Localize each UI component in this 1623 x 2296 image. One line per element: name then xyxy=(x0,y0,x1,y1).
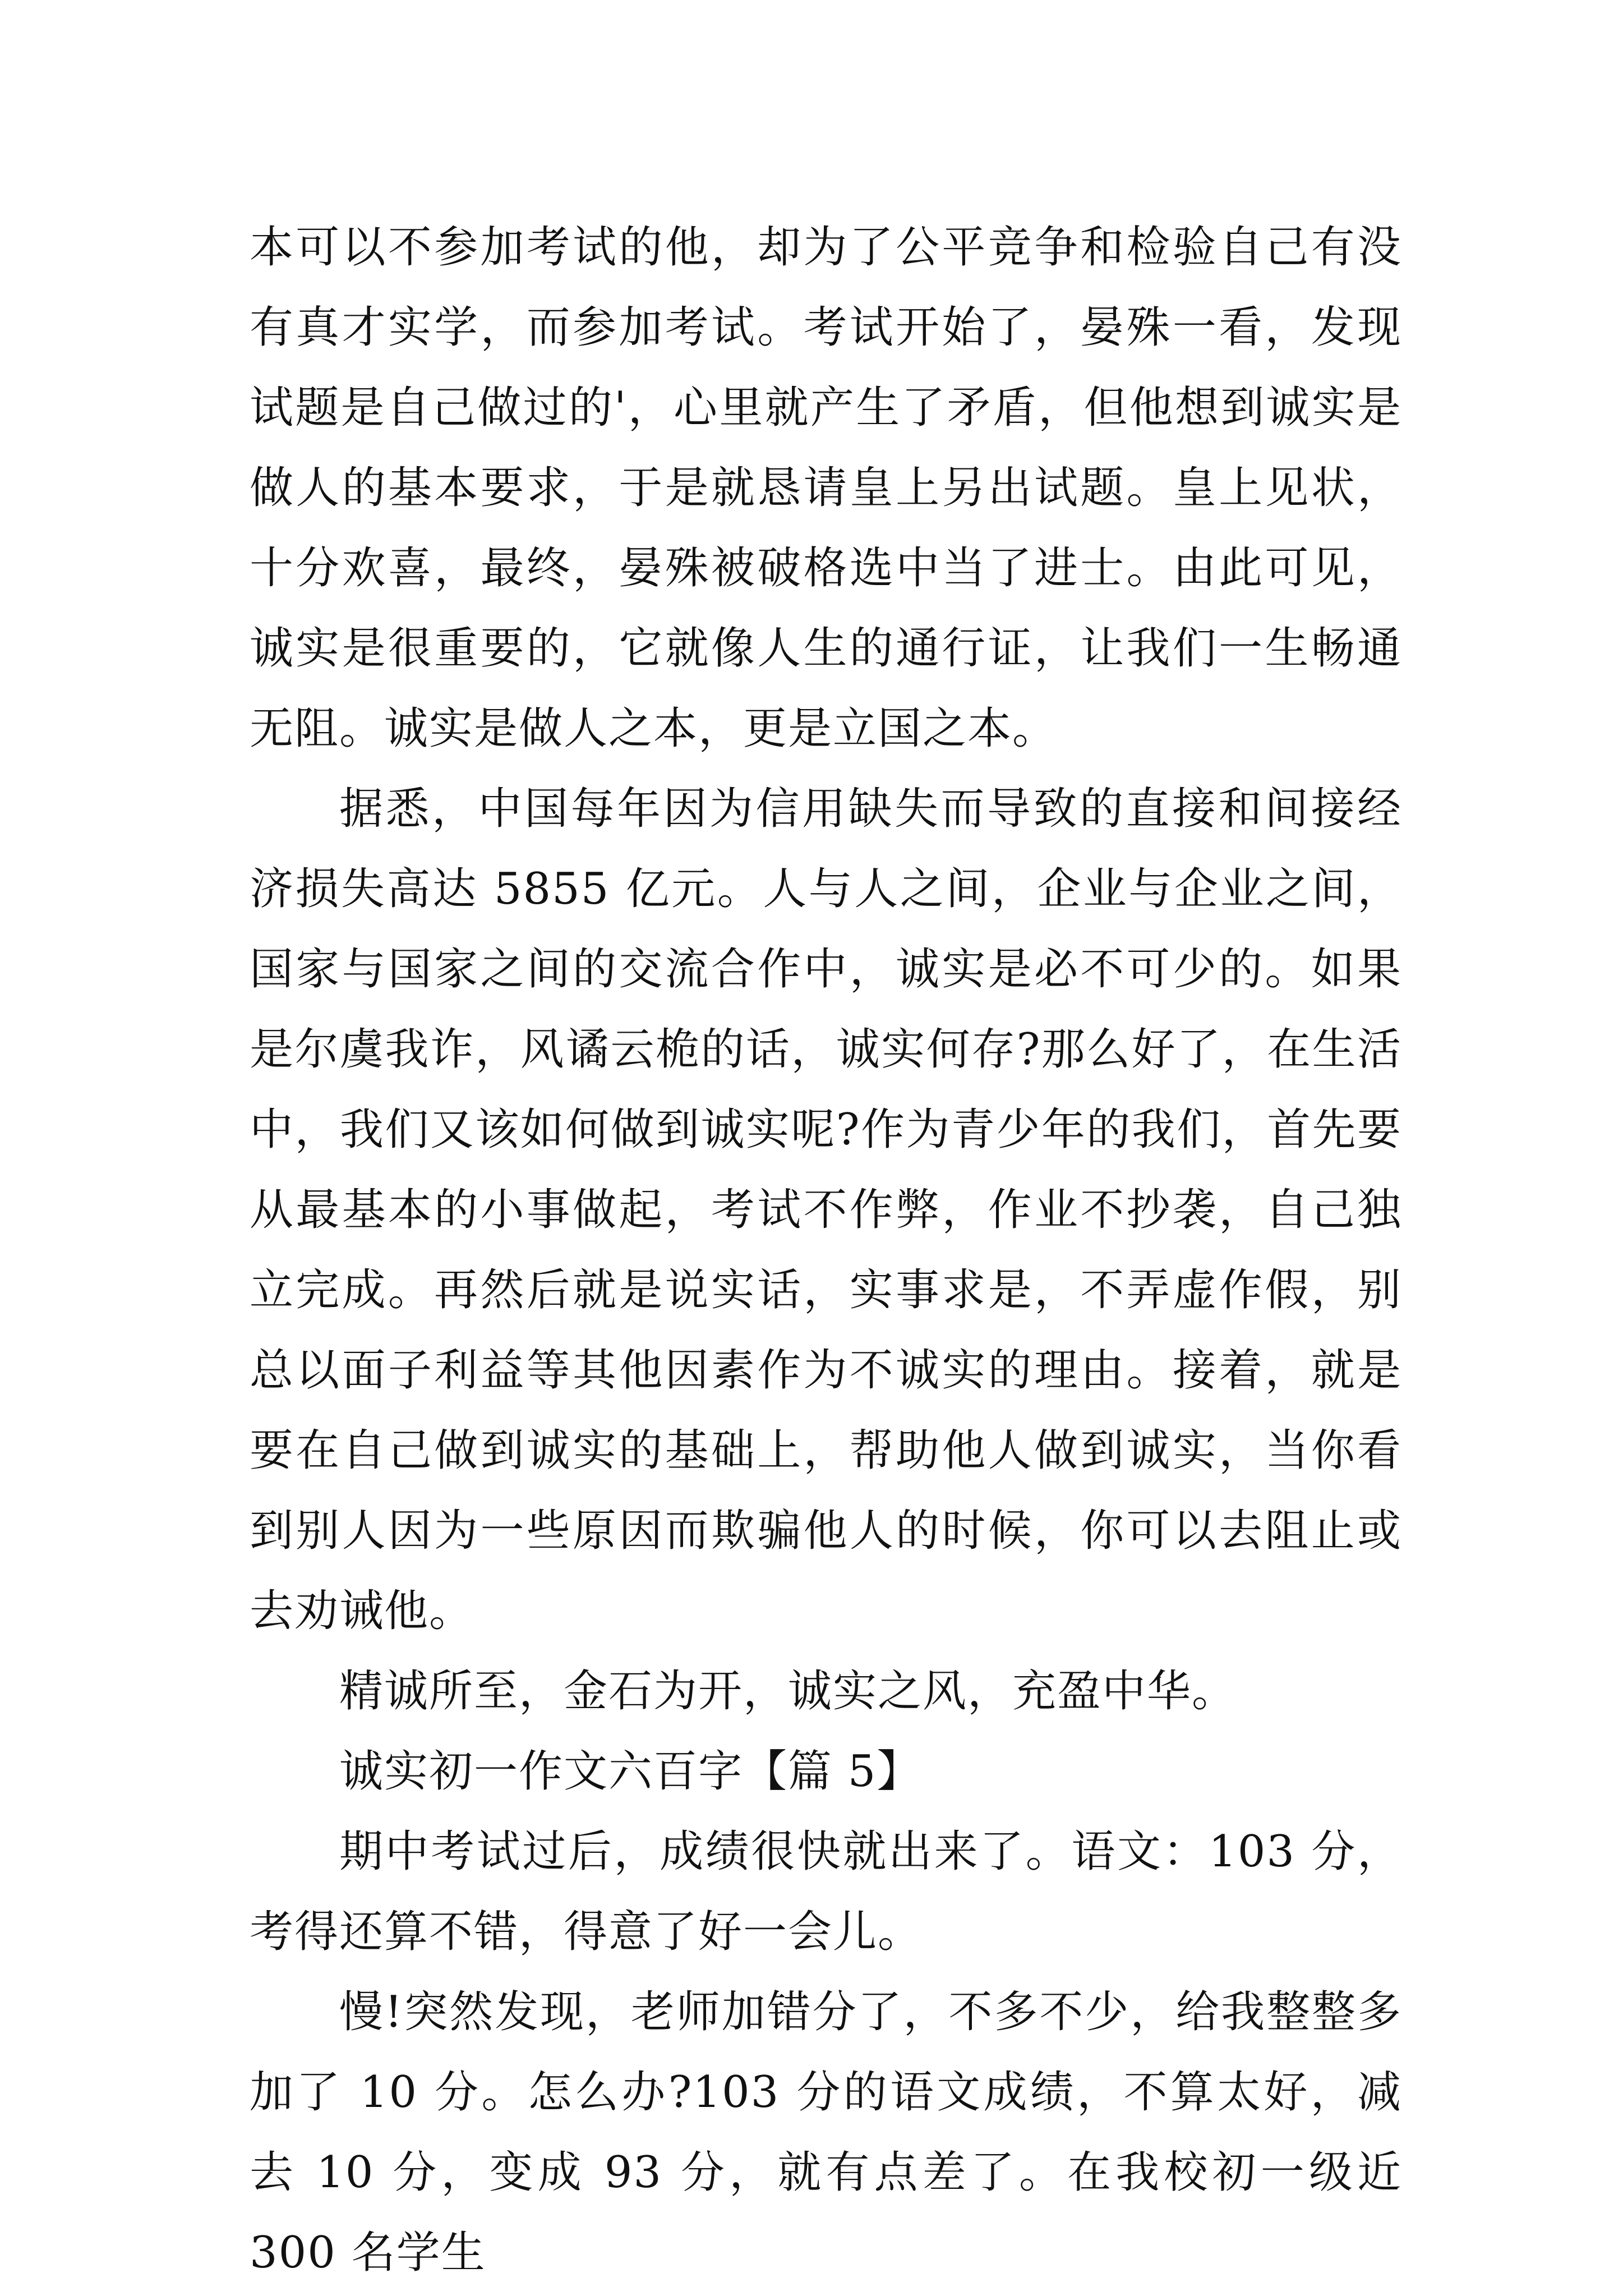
paragraph-credit-loss: 据悉，中国每年因为信用缺失而导致的直接和间接经济损失高达 5855 亿元。人与人之间，企业与企业之间，国家与国家之间的交流合作中，诚实是必不可少的。如果是尔虞我诈，风谲云桅的话，诚实何存?那么好了，在生活中，我们又该如何做到诚实呢?作为青少年的我们，首先要从最基本的小事做起，考试不作弊，作业不抄袭，自己独立完成。再然后就是说实话，实事求是，不弄虚作假，别总以面子利益等其他因素作为不诚实的理由。接着，就是要在自己做到诚实的基础上，帮助他人做到诚实，当你看到别人因为一些原因而欺骗他人的时候，你可以去阻止或去劝诫他。 xyxy=(250,784,1402,1636)
paragraph-continuation: 本可以不参加考试的他，却为了公平竞争和检验自己有没有真才实学，而参加考试。考试开始了，晏殊一看，发现试题是自己做过的'，心里就产生了矛盾，但他想到诚实是做人的基本要求，于是就恳请皇上另出试题。皇上见状，十分欢喜，最终，晏殊被破格选中当了进士。由此可见，诚实是很重要的，它就像人生的通行证，让我们一生畅通无阻。诚实是做人之本，更是立国之本。 xyxy=(250,222,1402,754)
document-body xyxy=(250,208,1402,2293)
section-heading: 诚实初一作文六百字【篇 5】 xyxy=(339,1746,922,1797)
paragraph-closing-line: 精诚所至，金石为开，诚实之风，充盈中华。 xyxy=(339,1666,1237,1717)
paragraph-exam-results: 期中考试过后，成绩很快就出来了。语文：103 分，考得还算不错，得意了好一会儿。 xyxy=(250,1826,1402,1957)
paragraph-score-error: 慢!突然发现，老师加错分了，不多不少，给我整整多加了 10 分。怎么办?103 分的语文成绩，不算太好，减去 10 分，变成 93 分，就有点差了。在我校初一级近 300 名学生 xyxy=(250,1987,1402,2278)
